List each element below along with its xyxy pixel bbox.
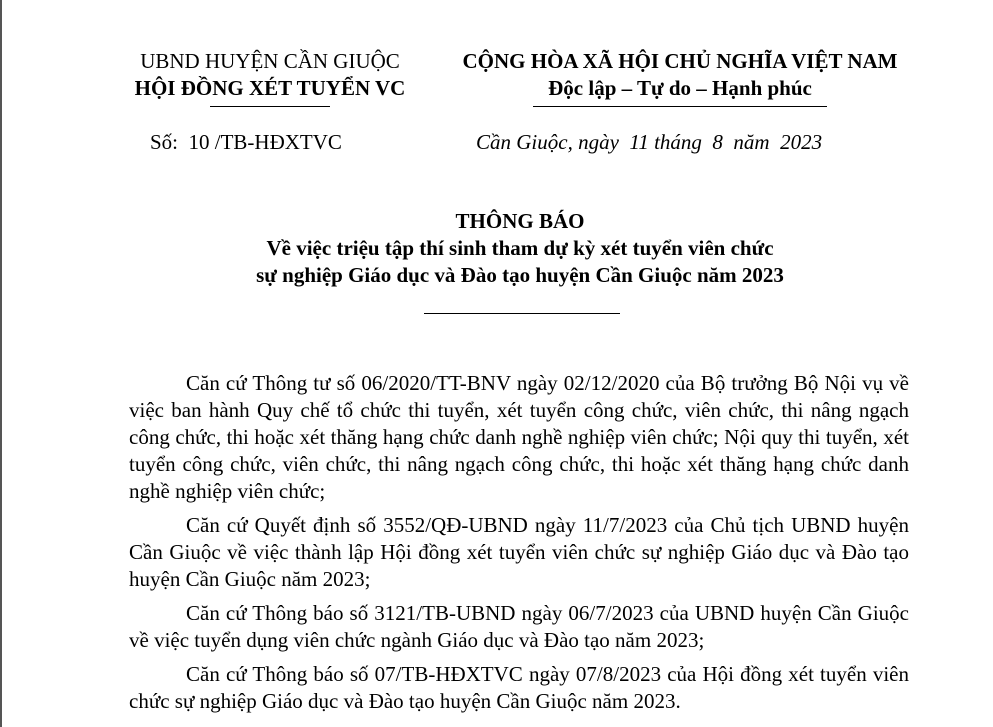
- body-paragraph-4: Căn cứ Thông báo số 07/TB-HĐXTVC ngày 07/8/2023 của Hội đồng xét tuyển viên chức sự nghiệp Giáo dục và Đào tạo huyện Cần Giuộc năm 2023.: [129, 662, 909, 713]
- place-and-date: Cần Giuộc, ngày 11 tháng 8 năm 2023: [476, 130, 823, 154]
- body-paragraph-1: Căn cứ Thông tư số 06/2020/TT-BNV ngày 02/12/2020 của Bộ trưởng Bộ Nội vụ về việc ban hành Quy chế tổ chức thi tuyển, xét tuyển công chức, viên chức, thi nâng ngạch công chức, thi hoặc xét thăng hạng chức danh nghề nghiệp viên chức; Nội quy thi tuyển, xét tuyển công chức, viên chức, thi nâng ngạch công chức, thi hoặc xét thăng hạng chức danh nghề nghiệp viên chức;: [129, 371, 909, 503]
- title-subject-line-1: Về việc triệu tập thí sinh tham dự kỳ xét tuyển viên chức: [266, 236, 774, 260]
- document-title: [100, 208, 940, 289]
- org-line-1: UBND HUYỆN CẦN GIUỘC: [140, 49, 400, 73]
- body-paragraph-3: Căn cứ Thông báo số 3121/TB-UBND ngày 06/7/2023 của UBND huyện Cần Giuộc về việc tuyển dụng viên chức ngành Giáo dục và Đào tạo năm 2023;: [129, 601, 909, 652]
- body-paragraph-2: Căn cứ Quyết định số 3552/QĐ-UBND ngày 11/7/2023 của Chủ tịch UBND huyện Cần Giuộc về việc thành lập Hội đồng xét tuyển viên chức sự nghiệp Giáo dục và Đào tạo huyện Cần Giuộc năm 2023;: [129, 513, 909, 591]
- country-name: CỘNG HÒA XÃ HỘI CHỦ NGHĨA VIỆT NAM: [462, 49, 898, 73]
- title-main: THÔNG BÁO: [455, 209, 585, 233]
- org-line-2: HỘI ĐỒNG XÉT TUYỂN VC: [134, 76, 406, 100]
- issuing-organization: [100, 48, 440, 102]
- national-motto: Độc lập – Tự do – Hạnh phúc: [548, 76, 812, 100]
- title-subject-line-2: sự nghiệp Giáo dục và Đào tạo huyện Cần Giuộc năm 2023: [256, 263, 784, 287]
- title-underline: [424, 313, 620, 314]
- org-underline: [210, 106, 330, 107]
- page-edge-line: [0, 0, 2, 727]
- motto-underline: [533, 106, 827, 107]
- document-body: [129, 370, 909, 722]
- document-number: Số: 10 /TB-HĐXTVC: [150, 130, 342, 154]
- national-heading: [430, 48, 930, 102]
